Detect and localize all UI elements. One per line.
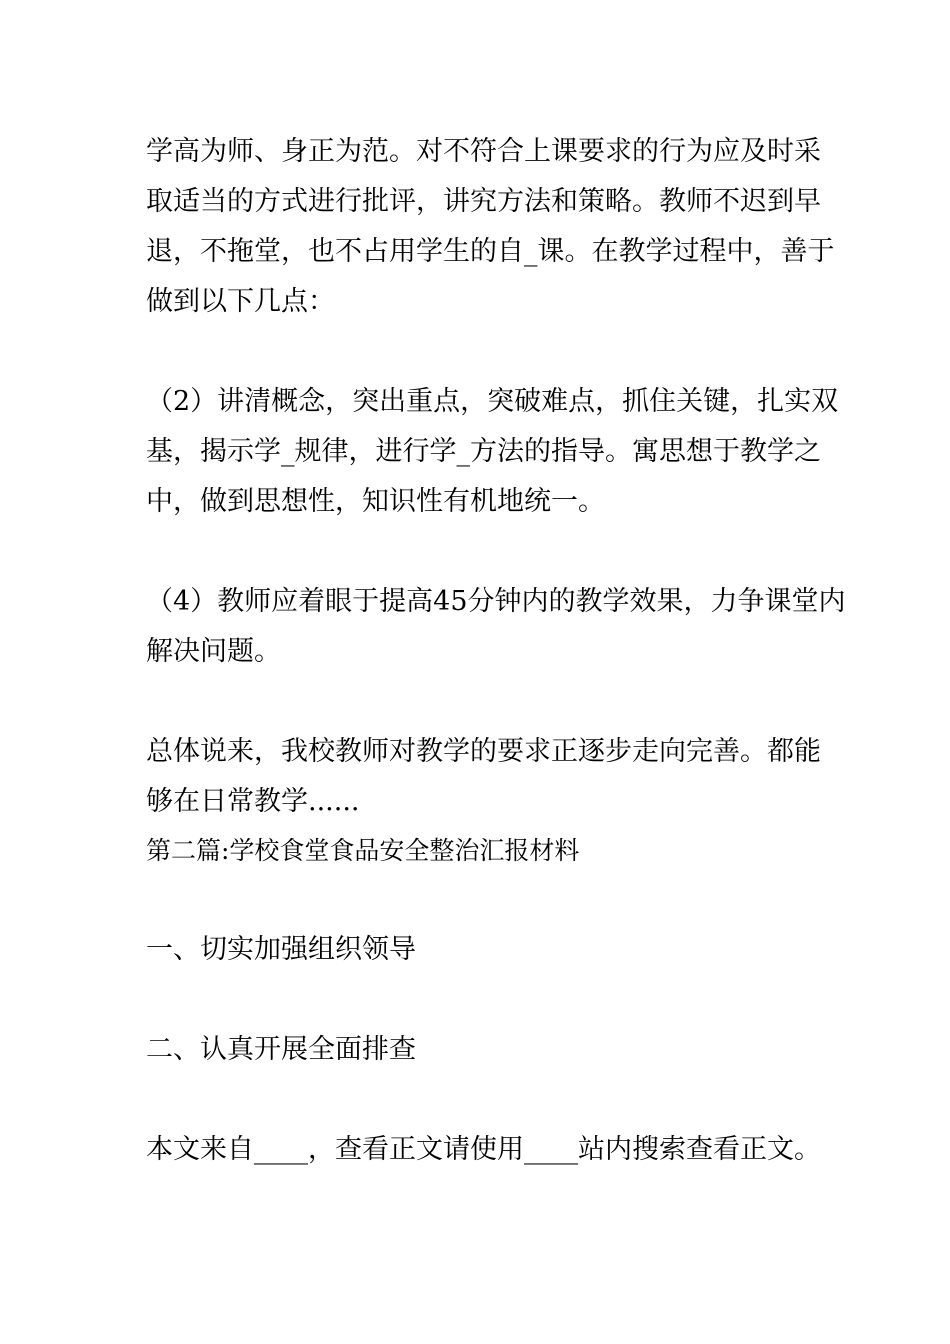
- paragraph-2-line-1: （2）讲清概念，突出重点，突破难点，抓住关键，扎实双: [146, 386, 839, 417]
- paragraph-2-line-3: 中，做到思想性，知识性有机地统一。: [146, 486, 605, 517]
- paragraph-3-line-1: （4）教师应着眼于提高45分钟内的教学效果，力争课堂内: [146, 586, 846, 617]
- paragraph-3-line-2: 解决问题。: [146, 636, 281, 667]
- paragraph-1-line-3: 退，不拖堂，也不占用学生的自_课。在教学过程中，善于: [146, 236, 835, 267]
- heading-item-1: 一、切实加强组织领导: [146, 934, 416, 965]
- section-title: 第二篇:学校食堂食品安全整治汇报材料: [146, 836, 580, 865]
- paragraph-1-line-1: 学高为师、身正为范。对不符合上课要求的行为应及时采: [146, 136, 821, 167]
- paragraph-1-line-4: 做到以下几点：: [146, 286, 335, 317]
- paragraph-4-line-1: 总体说来，我校教师对教学的要求正逐步走向完善。都能: [146, 736, 821, 767]
- paragraph-4-line-2: 够在日常教学......: [146, 786, 360, 817]
- source-note: 本文来自____，查看正文请使用____站内搜索查看正文。: [146, 1134, 821, 1165]
- paragraph-1-line-2: 取适当的方式进行批评，讲究方法和策略。教师不迟到早: [146, 186, 821, 217]
- heading-item-2: 二、认真开展全面排查: [146, 1034, 416, 1065]
- paragraph-2-line-2: 基，揭示学_规律，进行学_方法的指导。寓思想于教学之: [146, 436, 821, 467]
